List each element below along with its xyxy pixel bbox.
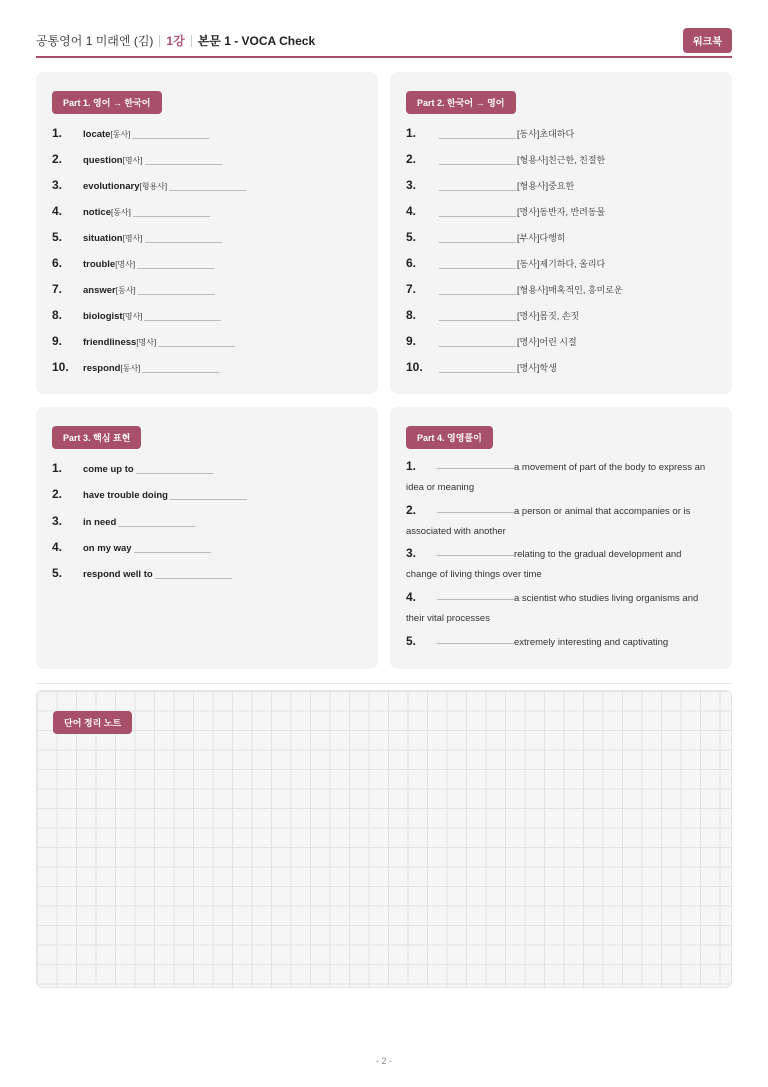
list-item <box>52 485 247 501</box>
key-phrase: in need <box>83 517 117 528</box>
vocab-word: question <box>83 155 123 166</box>
header-separator <box>191 35 192 47</box>
vocab-word: evolutionary <box>83 181 140 192</box>
list-item <box>52 332 235 348</box>
korean-meaning: [동사]제기하다, 올리다 <box>517 259 606 269</box>
part-of-speech: [동사] <box>110 208 131 217</box>
item-number: 5. <box>52 566 63 580</box>
page-number: - 2 - <box>375 1056 392 1066</box>
item-number: 1. <box>52 461 63 475</box>
answer-blank[interactable] <box>169 190 246 191</box>
list-item <box>52 512 195 528</box>
vocab-word: friendliness <box>83 337 137 348</box>
korean-meaning: [명사]어린 시절 <box>517 337 577 347</box>
definition-item <box>406 457 726 497</box>
definition-text: extremely interesting and captivating <box>514 637 669 648</box>
korean-meaning: [명사]몸짓, 손짓 <box>517 311 580 321</box>
list-item <box>52 306 221 322</box>
definition-text-cont: associated with another <box>406 525 506 537</box>
part1-label: Part 1. 영어 → 한국어 <box>52 91 162 114</box>
page-header <box>36 28 732 58</box>
answer-blank[interactable] <box>133 216 210 217</box>
header-title <box>36 32 315 49</box>
vocab-word: locate <box>83 129 111 140</box>
answer-blank[interactable] <box>439 268 516 269</box>
item-number: 4. <box>52 540 63 554</box>
answer-blank[interactable] <box>439 190 516 191</box>
definition-item <box>406 588 726 628</box>
answer-blank[interactable] <box>138 294 215 295</box>
item-number: 3. <box>406 546 417 560</box>
part-of-speech: [명사] <box>136 338 157 347</box>
answer-blank[interactable] <box>145 164 222 165</box>
list-item <box>406 306 579 322</box>
answer-blank[interactable] <box>437 555 514 556</box>
list-item <box>52 228 222 244</box>
definition-text: relating to the gradual development and <box>514 549 682 560</box>
list-item <box>406 332 577 348</box>
item-number: 3. <box>52 514 63 528</box>
korean-meaning: [형용사]매혹적인, 흥미로운 <box>517 285 623 295</box>
vocab-word: respond <box>83 363 121 374</box>
list-item <box>406 150 605 166</box>
section-divider <box>36 683 732 684</box>
item-number: 4. <box>406 590 417 604</box>
list-item <box>406 202 605 218</box>
definition-item <box>406 632 726 653</box>
korean-meaning: [명사]동반자, 반려동물 <box>517 207 606 217</box>
item-number: 7. <box>406 282 417 296</box>
korean-meaning: [명사]학생 <box>517 363 557 373</box>
answer-blank[interactable] <box>137 268 214 269</box>
answer-blank[interactable] <box>439 346 516 347</box>
answer-blank[interactable] <box>439 164 516 165</box>
part-of-speech: [명사] <box>122 312 143 321</box>
list-item <box>406 358 557 374</box>
item-number: 10. <box>52 360 69 374</box>
answer-blank[interactable] <box>437 512 514 513</box>
definition-text: a scientist who studies living organisms and <box>514 593 699 604</box>
definition-text: a person or animal that accompanies or is <box>514 506 691 517</box>
definition-item <box>406 544 726 584</box>
vocab-word: situation <box>83 233 123 244</box>
korean-meaning: [형용사]친근한, 친절한 <box>517 155 606 165</box>
list-item <box>52 124 209 140</box>
item-number: 1. <box>406 459 417 473</box>
answer-blank[interactable] <box>437 599 514 600</box>
part4-panel <box>390 407 732 669</box>
part-of-speech: [형용사] <box>139 182 168 191</box>
answer-blank[interactable] <box>155 578 232 579</box>
korean-meaning: [동사]초대하다 <box>517 129 575 139</box>
answer-blank[interactable] <box>134 552 211 553</box>
part-of-speech: [명사] <box>122 234 143 243</box>
answer-blank[interactable] <box>439 372 516 373</box>
list-item <box>406 124 574 140</box>
vocab-word: notice <box>83 207 111 218</box>
item-number: 4. <box>406 204 417 218</box>
workbook-badge: 워크북 <box>683 28 732 53</box>
key-phrase: on my way <box>83 543 132 554</box>
korean-meaning: [부사]다행히 <box>517 233 566 243</box>
korean-meaning: [형용사]중요한 <box>517 181 575 191</box>
course-name: 공통영어 1 미래엔 (김) <box>36 34 154 48</box>
part-of-speech: [동사] <box>120 364 141 373</box>
header-separator <box>159 35 160 47</box>
answer-blank[interactable] <box>118 526 195 527</box>
item-number: 4. <box>52 204 63 218</box>
answer-blank[interactable] <box>144 320 221 321</box>
answer-blank[interactable] <box>439 320 516 321</box>
part-of-speech: [동사] <box>115 286 136 295</box>
item-number: 2. <box>52 487 63 501</box>
item-number: 10. <box>406 360 423 374</box>
item-number: 3. <box>52 178 63 192</box>
item-number: 6. <box>52 256 63 270</box>
item-number: 9. <box>406 334 417 348</box>
list-item <box>52 150 222 166</box>
answer-blank[interactable] <box>439 138 516 139</box>
definition-text-cont: idea or meaning <box>406 481 475 493</box>
list-item <box>52 358 219 374</box>
part-of-speech: [명사] <box>122 156 143 165</box>
answer-blank[interactable] <box>145 242 222 243</box>
definition-text-cont: their vital processes <box>406 612 490 624</box>
list-item <box>52 202 210 218</box>
item-number: 2. <box>406 152 417 166</box>
item-number: 7. <box>52 282 63 296</box>
vocab-word: answer <box>83 285 116 296</box>
list-item <box>406 228 565 244</box>
list-item <box>52 538 211 554</box>
answer-blank[interactable] <box>439 216 516 217</box>
part2-panel <box>390 72 732 394</box>
item-number: 6. <box>406 256 417 270</box>
part4-label: Part 4. 영영풀이 <box>406 426 493 449</box>
item-number: 8. <box>406 308 417 322</box>
part3-label: Part 3. 핵심 표현 <box>52 426 141 449</box>
definition-text: a movement of part of the body to express an <box>514 462 706 473</box>
list-item <box>52 280 215 296</box>
part-of-speech: [동사] <box>110 130 131 139</box>
section-title: 본문 1 - VOCA Check <box>197 34 316 48</box>
part3-panel <box>36 407 378 669</box>
item-number: 3. <box>406 178 417 192</box>
item-number: 2. <box>406 503 417 517</box>
item-number: 8. <box>52 308 63 322</box>
list-item <box>52 459 213 475</box>
answer-blank[interactable] <box>437 643 514 644</box>
item-number: 9. <box>52 334 63 348</box>
item-number: 1. <box>52 126 63 140</box>
answer-blank[interactable] <box>158 346 235 347</box>
notes-label: 단어 정리 노트 <box>53 711 132 734</box>
list-item <box>52 564 232 580</box>
part-of-speech: [명사] <box>115 260 136 269</box>
lesson-number: 1강 <box>166 34 185 48</box>
definition-item <box>406 501 726 541</box>
answer-blank[interactable] <box>439 294 516 295</box>
vocab-word: trouble <box>83 259 116 270</box>
key-phrase: respond well to <box>83 569 153 580</box>
answer-blank[interactable] <box>170 499 247 500</box>
answer-blank[interactable] <box>439 242 516 243</box>
answer-blank[interactable] <box>132 138 209 139</box>
item-number: 5. <box>406 634 417 648</box>
list-item <box>52 176 246 192</box>
key-phrase: come up to <box>83 464 134 475</box>
list-item <box>52 254 214 270</box>
item-number: 5. <box>406 230 417 244</box>
list-item <box>406 280 623 296</box>
list-item <box>406 254 605 270</box>
item-number: 2. <box>52 152 63 166</box>
answer-blank[interactable] <box>136 473 213 474</box>
item-number: 5. <box>52 230 63 244</box>
key-phrase: have trouble doing <box>83 490 168 501</box>
vocab-note-grid[interactable] <box>36 690 732 988</box>
answer-blank[interactable] <box>142 372 219 373</box>
part2-label: Part 2. 한국어 → 영어 <box>406 91 516 114</box>
list-item <box>406 176 574 192</box>
item-number: 1. <box>406 126 417 140</box>
definition-text-cont: change of living things over time <box>406 568 542 580</box>
vocab-word: biologist <box>83 311 123 322</box>
part1-panel <box>36 72 378 394</box>
answer-blank[interactable] <box>437 468 514 469</box>
